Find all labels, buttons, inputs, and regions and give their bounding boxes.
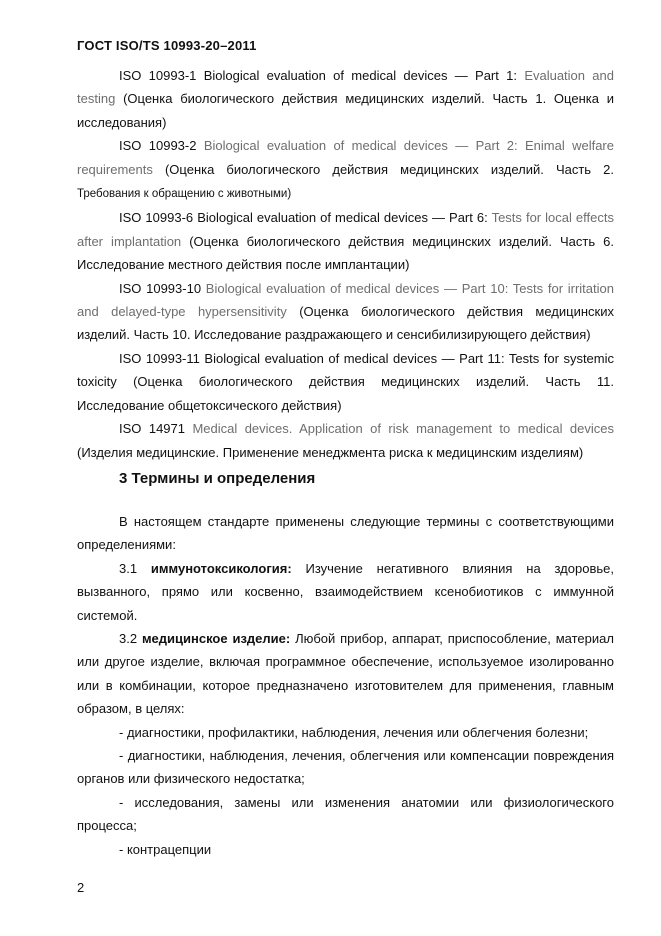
reference-code: ISO 14971 (119, 421, 185, 437)
term-immunotoxicology (77, 557, 614, 627)
reference-title-gray: Evaluation and testing (77, 68, 614, 107)
term-name: медицинское изделие: (141, 631, 291, 647)
reference-iso-10993-2 (77, 134, 614, 206)
reference-translation: (Оценка биологического действия медицинских изделий. Часть 11. Исследование общетоксического действия) (77, 374, 614, 413)
reference-title-gray: Medical devices. Application of risk management to medical devices (192, 421, 615, 437)
purpose-item: - диагностики, профилактики, наблюдения, лечения или облегчения болезни; (119, 724, 589, 740)
reference-title-gray: Biological evaluation of medical devices — Part 10: Tests for irritation and delayed-type hypersensitivity (77, 280, 614, 320)
reference-iso-10993-6 (77, 206, 614, 276)
reference-code: ISO 10993-11 (119, 350, 200, 366)
reference-translation: (Изделия медицинские. Применение менеджмента риска к медицинским изделиям) (77, 444, 584, 460)
reference-title: Biological evaluation of medical devices — Part 1: (203, 68, 518, 83)
term-number: 3.2 (119, 631, 138, 647)
reference-code: ISO 10993-10 (119, 280, 202, 296)
reference-translation: (Оценка биологического действия медицинских изделий. Часть 6. Исследование местного действия после имплантации) (77, 233, 614, 273)
reference-translation-small: Требования к обращению с животными) (77, 188, 292, 201)
normative-references (77, 64, 614, 464)
purpose-item: - диагностики, наблюдения, лечения, облегчения или компенсации повреждения органов или физического недостатка; (77, 748, 614, 787)
reference-translation: (Оценка биологического действия медицинских изделий. Часть 2. (164, 161, 614, 177)
terms-intro: В настоящем стандарте применены следующие термины с соответствующими определениями: (77, 514, 614, 553)
purpose-item: - контрацепции (119, 841, 212, 857)
purpose-item: - исследования, замены или изменения анатомии или физиологического процесса; (77, 794, 614, 834)
reference-translation: (Оценка биологического действия медицинских изделий. Часть 1. Оценка и исследования) (77, 91, 614, 130)
term-name: иммунотоксикология: (150, 560, 292, 576)
term-medical-device (77, 627, 614, 721)
reference-code: ISO 10993-1 (119, 68, 197, 83)
section-title: 3 Термины и определения (119, 470, 316, 487)
reference-iso-10993-11 (77, 347, 614, 417)
reference-iso-10993-10 (77, 277, 614, 347)
reference-title-gray: Biological evaluation of medical devices — Part 2: Enimal welfare requirements (77, 138, 614, 177)
terms-section (77, 510, 614, 861)
term-number: 3.1 (119, 560, 138, 576)
term-definition: Изучение негативного влияния на здоровье, вызванного, прямо или косвенно, взаимодействием ксенобиотиков с иммунной системой. (77, 560, 614, 623)
page-number: 2 (77, 880, 85, 895)
reference-iso-14971 (77, 417, 614, 464)
reference-code: ISO 10993-6 (119, 210, 194, 226)
reference-title: Biological evaluation of medical devices — Part 6: (197, 210, 488, 226)
term-definition: Любой прибор, аппарат, приспособление, материал или другое изделие, включая программное обеспечение, используемое изолированно или в комбинации, которое предназначено изготовителем для применения, главным образом, в целях: (77, 631, 614, 717)
reference-code: ISO 10993-2 (119, 138, 197, 154)
reference-title-gray: Tests for local effects after implantation (77, 210, 614, 249)
reference-title: Biological evaluation of medical devices — Part 11: Tests for systemic toxicity (77, 350, 615, 390)
reference-translation: (Оценка биологического действия медицинских изделий. Часть 10. Исследование раздражающего и сенсибилизирующего действия) (77, 304, 614, 343)
reference-iso-10993-1 (77, 64, 614, 134)
document-header: ГОСТ ISO/TS 10993-20–2011 (77, 38, 257, 53)
